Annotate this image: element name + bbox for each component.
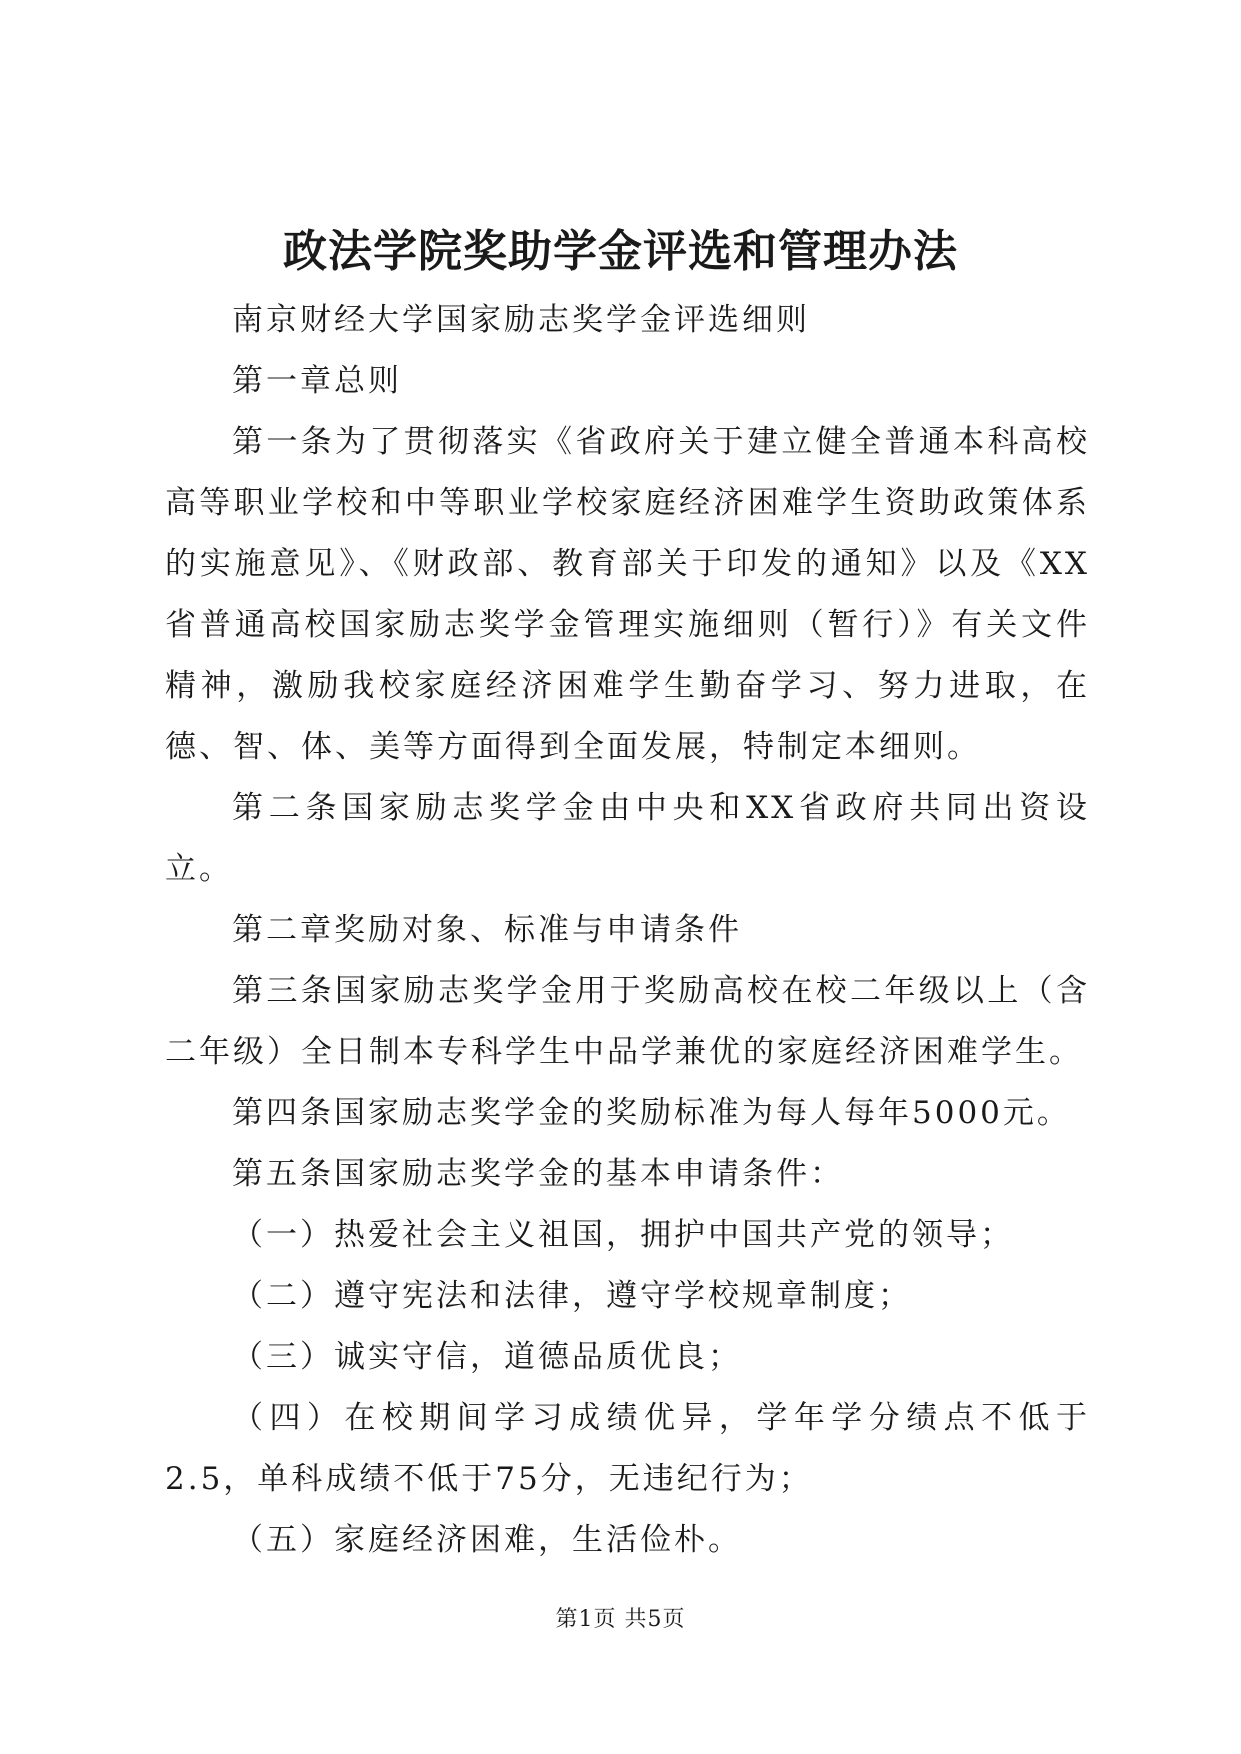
paragraph-subtitle: 南京财经大学国家励志奖学金评选细则	[232, 302, 810, 338]
paragraph-article-1: 第一条为了贯彻落实《省政府关于建立健全普通本科高校高等职业学校和中等职业学校家庭经济困难学生资助政策体系的实施意见》、《财政部、教育部关于印发的通知》以及《XX省普通高校国家励志奖学金管理实施细则（暂行）》有关文件精神，激励我校家庭经济困难学生勤奋学习、努力进取，在德、智、体、美等方面得到全面发展，特制定本细则。	[165, 424, 1090, 765]
paragraph-condition-3: （三）诚实守信，道德品质优良；	[232, 1339, 742, 1375]
document-body	[165, 290, 1090, 1571]
paragraph-article-2: 第二条国家励志奖学金由中央和XX省政府共同出资设立。	[165, 790, 1090, 887]
paragraph-article-4: 第四条国家励志奖学金的奖励标准为每人每年5000元。	[232, 1095, 1071, 1131]
document-title: 政法学院奖助学金评选和管理办法	[283, 226, 958, 277]
paragraph-condition-2: （二）遵守宪法和法律，遵守学校规章制度；	[232, 1278, 912, 1314]
paragraph-article-5: 第五条国家励志奖学金的基本申请条件：	[232, 1156, 844, 1192]
paragraph-condition-4: （四）在校期间学习成绩优异，学年学分绩点不低于2.5，单科成绩不低于75分，无违纪行为；	[165, 1400, 1090, 1497]
paragraph-chapter-2: 第二章奖励对象、标准与申请条件	[232, 912, 742, 948]
page-footer: 第1页 共5页	[555, 1607, 686, 1632]
paragraph-chapter-1: 第一章总则	[232, 363, 402, 399]
paragraph-condition-5: （五）家庭经济困难，生活俭朴。	[232, 1522, 742, 1558]
paragraph-condition-1: （一）热爱社会主义祖国，拥护中国共产党的领导；	[232, 1217, 1014, 1253]
paragraph-article-3: 第三条国家励志奖学金用于奖励高校在校二年级以上（含二年级）全日制本专科学生中品学兼优的家庭经济困难学生。	[165, 973, 1090, 1070]
